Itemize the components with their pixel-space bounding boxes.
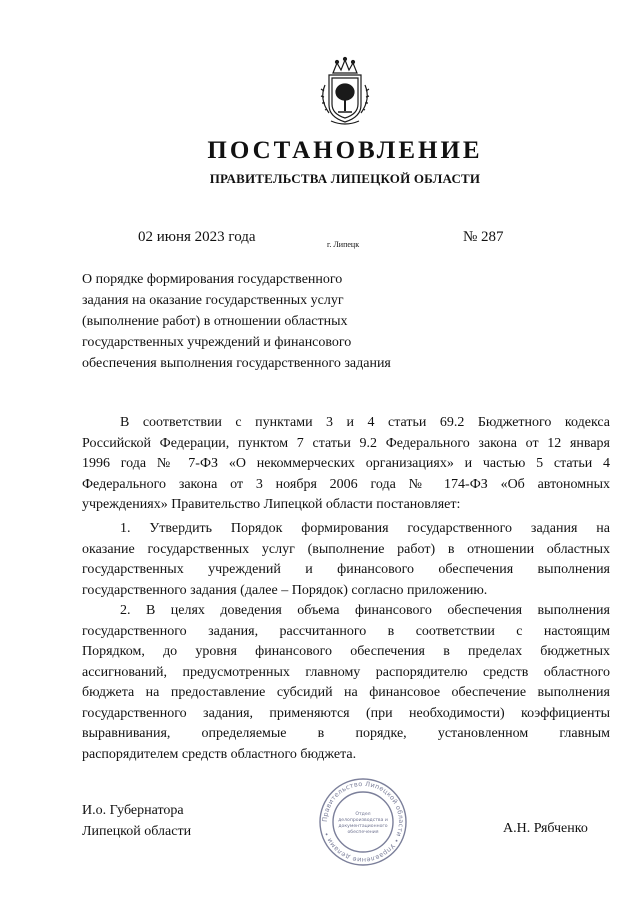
heading-line: государственных учреждений и финансового bbox=[82, 335, 352, 350]
text-line: оказание государственных услуг (выполнение работ) в отношении областных bbox=[82, 541, 610, 557]
text-line: государственного задания, применяются (при необходимости) коэффициенты bbox=[82, 705, 610, 721]
item-2-paragraph bbox=[82, 601, 610, 765]
document-title: ПОСТАНОВЛЕНИЕ bbox=[207, 137, 483, 164]
text-line: Федерального закона от 3 ноября 2006 года № 174-ФЗ «Об автономных bbox=[82, 476, 610, 492]
document-date: 02 июня 2023 года bbox=[138, 229, 256, 245]
text-line: учреждениях» Правительство Липецкой области постановляет: bbox=[82, 497, 461, 512]
document-city: г. Липецк bbox=[327, 240, 360, 249]
text-line: бюджета на предоставление субсидий на финансовое обеспечение выполнения bbox=[82, 685, 610, 700]
document-heading bbox=[82, 269, 391, 374]
text-line: распорядителем средств областного бюджета. bbox=[82, 746, 357, 762]
stamp-outer-text: Правительство Липецкой области • Управление делами • bbox=[320, 779, 406, 865]
document-subtitle: ПРАВИТЕЛЬСТВА ЛИПЕЦКОЙ ОБЛАСТИ bbox=[209, 171, 481, 186]
document-number: № 287 bbox=[463, 229, 504, 245]
text-line: государственного задания (далее – Порядок) согласно приложению. bbox=[82, 582, 488, 598]
text-line: ассигнований, предусмотренных главному распорядителю средств областного bbox=[82, 664, 610, 680]
text-line: 2. В целях доведения объема финансового обеспечения выполнения bbox=[120, 603, 610, 618]
signer-position bbox=[82, 800, 191, 842]
stamp-inner-line: Отдел bbox=[355, 812, 371, 817]
text-line: Российской Федерации, пунктом 7 статьи 9.2 Федерального закона от 12 января bbox=[82, 435, 610, 451]
text-line: Порядком, до уровня финансового обеспечения в пределах бюджетных bbox=[82, 644, 610, 659]
heading-line: задания на оказание государственных услуг bbox=[82, 293, 344, 308]
preamble-paragraph bbox=[82, 413, 610, 516]
signer-name: А.Н. Рябченко bbox=[503, 821, 588, 836]
coat-of-arms-icon bbox=[315, 55, 375, 127]
text-line: выравнивания, определяемые в порядке, установленном главным bbox=[82, 726, 610, 741]
text-line: 1. Утвердить Порядок формирования государственного задания на bbox=[120, 521, 610, 536]
text-line: государственного задания, рассчитанного в соответствии с настоящим bbox=[82, 623, 610, 639]
stamp-inner-line: документационного bbox=[338, 824, 388, 829]
heading-line: О порядке формирования государственного bbox=[82, 272, 343, 287]
text-line: В соответствии с пунктами 3 и 4 статьи 69.2 Бюджетного кодекса bbox=[120, 415, 610, 430]
signer-position-line: И.о. Губернатора bbox=[82, 803, 184, 818]
text-line: 1996 года № 7-ФЗ «О некоммерческих организациях» и частью 5 статьи 4 bbox=[82, 456, 610, 471]
heading-line: обеспечения выполнения государственного задания bbox=[82, 356, 391, 371]
stamp-inner-line: делопроизводства и bbox=[338, 818, 388, 823]
stamp-inner-line: обеспечения bbox=[347, 830, 379, 835]
text-line: государственных учреждений и финансового обеспечения выполнения bbox=[82, 562, 610, 577]
signer-position-line: Липецкой области bbox=[82, 824, 192, 839]
heading-line: (выполнение работ) в отношении областных bbox=[82, 314, 348, 329]
stamp-seal bbox=[318, 777, 408, 867]
item-1-paragraph bbox=[82, 519, 610, 601]
